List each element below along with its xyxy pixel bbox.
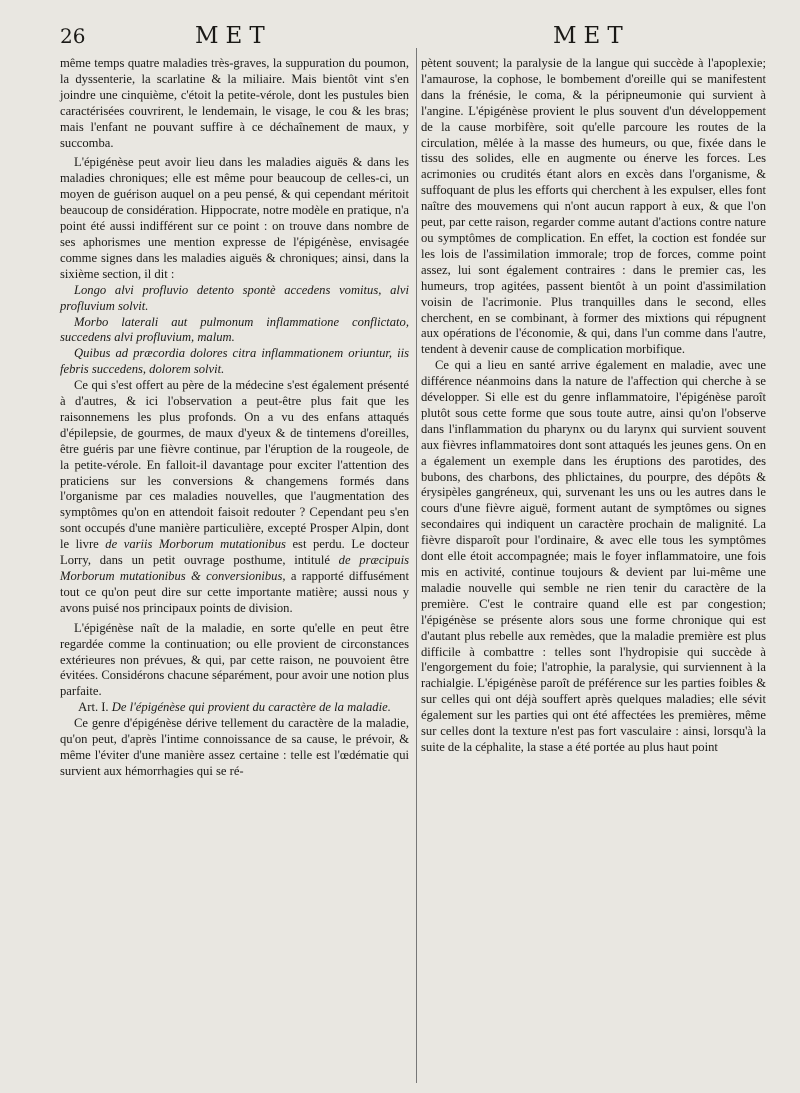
article-title: De l'épigénèse qui provient du caractère de la maladie. bbox=[111, 700, 391, 715]
paragraph bbox=[60, 378, 409, 617]
paragraph: pètent souvent; la paralysie de la langue qui succède à l'apoplexie; l'amaurose, la cophose, le bombement d'oreille qui se manifestent dans la frénésie, le coma, & la péripneumonie qui survient à l'angine. L'épigénèse provient le plus souvent d'un développement de la cause morbifère, soit qu'elle parcoure les routes de la circulation, mêlée à la masse des humeurs, ou que, fixée dans le tissu des solides, elle en augmente ou énerve les forces. Les acrimonies ou crudités étant alors en excès dans l'organisme, & suffoquant de plus les efforts qui cherchent à les expulser, elles font naître des mouvemens qui n'ont aucun rapport à eux, & que l'on peut, par cette raison, regarder comme autant d'actions contre nature ou symptômes de complication. En effet, la coction est fondée sur les lois de l'assimilation immorale; trop de forces, comme point assez, lui sont également contraires : dans le premier cas, les humeurs, trop agitées, passent bientôt à un point d'assimilation voisin de l'acrimonie. Plus tranquilles dans le second, elles cherchent, en se combinant, à former des mixtions qui répugnent aux opérations de l'économie, & qui, dans l'un comme dans l'autre, tendent à devenir cause de complication morbifique. bbox=[421, 56, 766, 357]
article-label: Art. I. bbox=[78, 700, 109, 715]
column-divider bbox=[416, 48, 417, 1083]
page-number: 26 bbox=[60, 24, 86, 48]
right-column bbox=[421, 56, 766, 756]
running-head-right: MET bbox=[553, 23, 630, 49]
book-title: de præcipuis Morborum mutationibus & conversionibus, bbox=[60, 553, 409, 583]
book-title: de variis Morborum mutationibus bbox=[105, 537, 286, 552]
paragraph-text: est perdu. Le docteur Lorry, dans un petit ouvrage posthume, intitulé bbox=[60, 537, 409, 568]
paragraph: même temps quatre maladies très-graves, la suppuration du poumon, la dyssenterie, la scarlatine & la miliaire. Mais bientôt vint s'en joindre une cinquième, c'étoit la petite-vérole, dont les pustules bien caractérisées couvrirent, le lendemain, le visage, le cou & les bras; mais l'enfant ne pouvant suffire à ce déchaînement de maux, y succomba. bbox=[60, 56, 409, 150]
left-column bbox=[60, 56, 409, 780]
latin-quote: Quibus ad præcordia dolores citra inflammationem oriuntur, iis febris succedens, dolorem solvit. bbox=[60, 346, 409, 377]
paragraph: Ce genre d'épigénèse dérive tellement du caractère de la maladie, qu'on peut, d'après l'intime connoissance de sa cause, le prévoir, & même l'éviter d'une manière assez certaine : telle est l'œdématie qui survient aux hémorrhagies qui se ré- bbox=[60, 716, 409, 778]
paragraph-text: a rapporté diffusément tout ce qu'on peut dire sur cette importante matière; aussi nous y avons puisé nos principaux points de division. bbox=[60, 569, 409, 615]
page-header bbox=[0, 14, 800, 54]
paragraph-text: Ce qui s'est offert au père de la médecine s'est également présenté à d'autres, & ici l'observation a peut-être plus fait que les raisonnemens les plus profonds. On a vu des enfans attaqués d'épilepsie, de gourmes, de maux d'yeux & de tintemens d'oreilles, être guéris par une fièvre continue, par l'éruption de la rougeole, de la petite-vérole. En falloit-il davantage pour exciter l'attention des praticiens sur les conversions & changemens formés dans l'organisme par ces maladies nouvelles, que l'augmentation des symptômes qu'on en attendoit faisoit redouter ? Cependant peu s'en sont occupés d'une manière particulière, excepté Prosper Alpin, dont le livre bbox=[60, 378, 409, 552]
latin-quote: Morbo laterali aut pulmonum inflammatione conflictato, succedens alvi profluvium, malum. bbox=[60, 314, 409, 345]
paragraph: L'épigénèse naît de la maladie, en sorte qu'elle en peut être regardée comme la continuation; ou elle provient de circonstances extérieures non prévues, & qui, par cette raison, ne pouvoient être évitées. Considérons chacune séparément, pour avoir une notion plus parfaite. bbox=[60, 620, 409, 699]
latin-quote: Longo alvi profluvio detento spontè accedens vomitus, alvi profluvium solvit. bbox=[60, 282, 409, 313]
paragraph: L'épigénèse peut avoir lieu dans les maladies aiguës & dans les maladies chroniques; elle est même pour beaucoup de celles-ci, un moyen de guérison auquel on a peu pensé, & qui cependant méritoit beaucoup de considération. Hippocrate, notre modèle en pratique, n'a point été aussi indifférent sur ce point : on trouve dans nombre de ses aphorismes une mention expresse de l'épigénèse, envisagée comme signes dans les maladies aiguës & chroniques; ainsi, dans la sixième section, il dit : bbox=[60, 155, 409, 281]
running-head-left: MET bbox=[195, 23, 272, 49]
paragraph: Ce qui a lieu en santé arrive également en maladie, avec une différence néanmoins dans la nature de l'affection qui cherche à se développer. Si elle est du genre inflammatoire, l'épigénèse paroît plutôt sous cette forme que sous toute autre, ainsi qu'on l'observe dans l'inflammation du pharynx ou du larynx qui survient souvent aux fièvres inflammatoires dont sont attaqués les jeunes gens. On en a également un exemple dans les éruptions des parotides, des bubons, des charbons, des phlictaines, du pourpre, des dépôts & érysipèles gangréneux, qui, survenant les uns ou les autres dans le cours d'une fièvre aiguë, forment autant de symptômes ou signes secondaires qui indiquent un caractère prochain de malignité. La fièvre disparoît pour l'ordinaire, & avec elle tous les symptômes dont elle étoit accompagnée; mais le foyer inflammatoire, une fois mis en activité, continue toujours & devient par lui-même une maladie nouvelle qui semble ne rien tenir du caractère de la première. C'est le contraire quand elle est par congestion; l'épigénèse se présente alors sous une forme chronique qui est d'autant plus rebelle aux remèdes, que la maladie première est plus difficile à combattre : telles sont l'hydropisie qui succède à l'engorgement du foie; l'atrophie, la paralysie, qui surviennent à la rachialgie. L'épigénèse paroît de préférence sur les parties foibles & sur celles qui ont déjà souffert après quelques maladies; elle sévit également sur les parties qui ont été affectées les premières, même sur celles dont la texture n'est pas fort vasculaire : ainsi, lorsqu'à la suite de la céphalite, la stase a été portée au plus haut point bbox=[421, 358, 766, 754]
article-heading bbox=[60, 700, 409, 716]
